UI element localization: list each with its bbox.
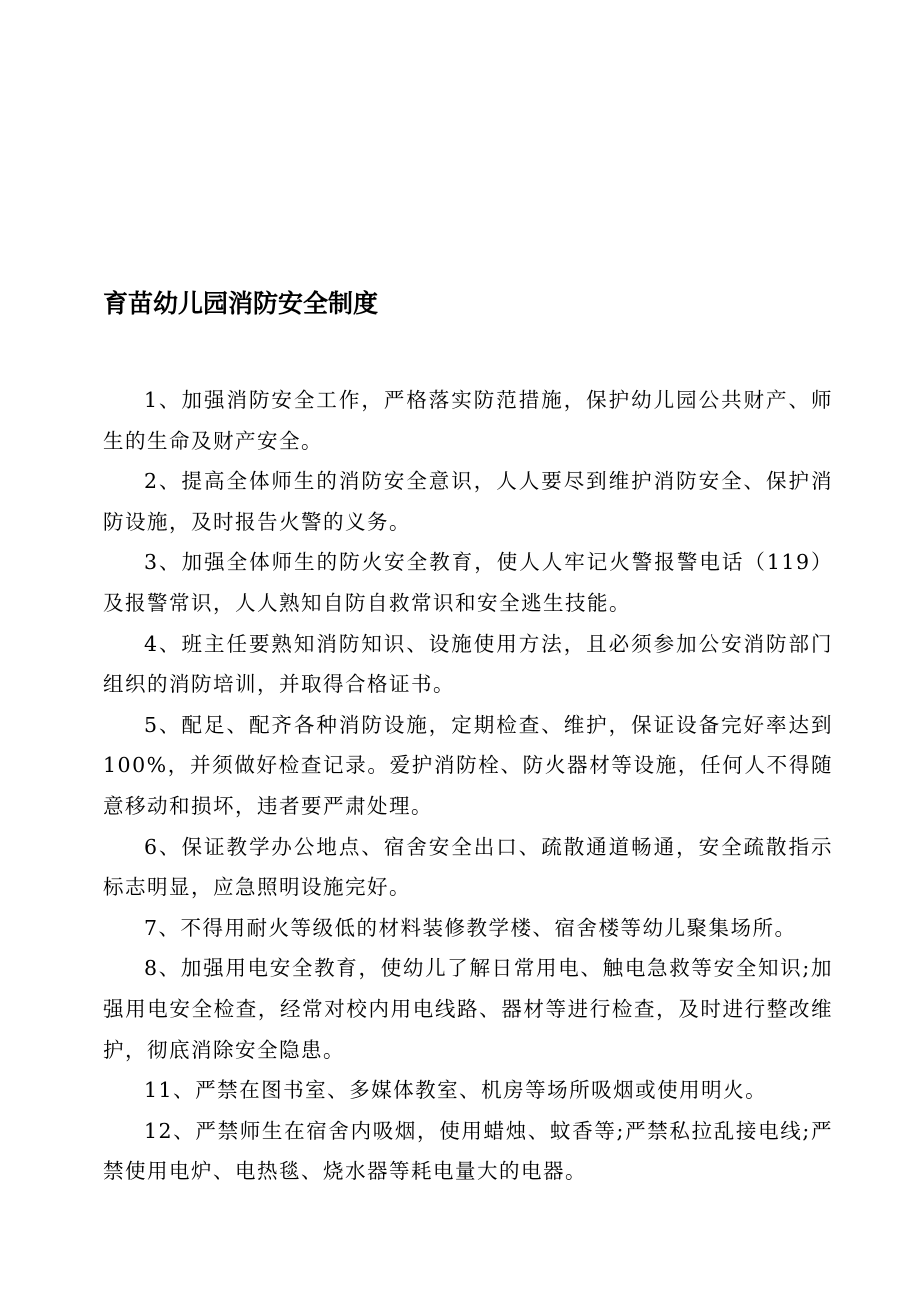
paragraph: 8、加强用电安全教育，使幼儿了解日常用电、触电急救等安全知识;加强用电安全检查，经常对校内用电线路、器材等进行检查，及时进行整改维护，彻底消除安全隐患。 [103, 956, 833, 1062]
paragraph: 12、严禁师生在宿舍内吸烟，使用蜡烛、蚊香等;严禁私拉乱接电线;严禁使用电炉、电热毯、烧水器等耗电量大的电器。 [103, 1118, 833, 1184]
paragraph: 11、严禁在图书室、多媒体教室、机房等场所吸烟或使用明火。 [144, 1078, 768, 1103]
document-title: 育苗幼儿园消防安全制度 [103, 289, 379, 318]
paragraph: 6、保证教学办公地点、宿舍安全出口、疏散通道畅通，安全疏散指示标志明显，应急照明设施完好。 [103, 834, 833, 900]
paragraph: 1、加强消防安全工作，严格落实防范措施，保护幼儿园公共财产、师生的生命及财产安全。 [103, 388, 833, 453]
paragraph: 5、配足、配齐各种消防设施，定期检查、维护，保证设备完好率达到100%，并须做好检查记录。爱护消防栓、防火器材等设施，任何人不得随意移动和损坏，违者要严肃处理。 [103, 712, 833, 818]
paragraph: 4、班主任要熟知消防知识、设施使用方法，且必须参加公安消防部门组织的消防培训，并取得合格证书。 [103, 631, 833, 697]
document-body [103, 380, 833, 1192]
paragraph: 7、不得用耐火等级低的材料装修教学楼、宿舍楼等幼儿聚集场所。 [144, 915, 797, 940]
paragraph: 2、提高全体师生的消防安全意识，人人要尽到维护消防安全、保护消防设施，及时报告火警的义务。 [103, 469, 833, 534]
paragraph: 3、加强全体师生的防火安全教育，使人人牢记火警报警电话（119）及报警常识，人人熟知自防自救常识和安全逃生技能。 [103, 550, 833, 615]
